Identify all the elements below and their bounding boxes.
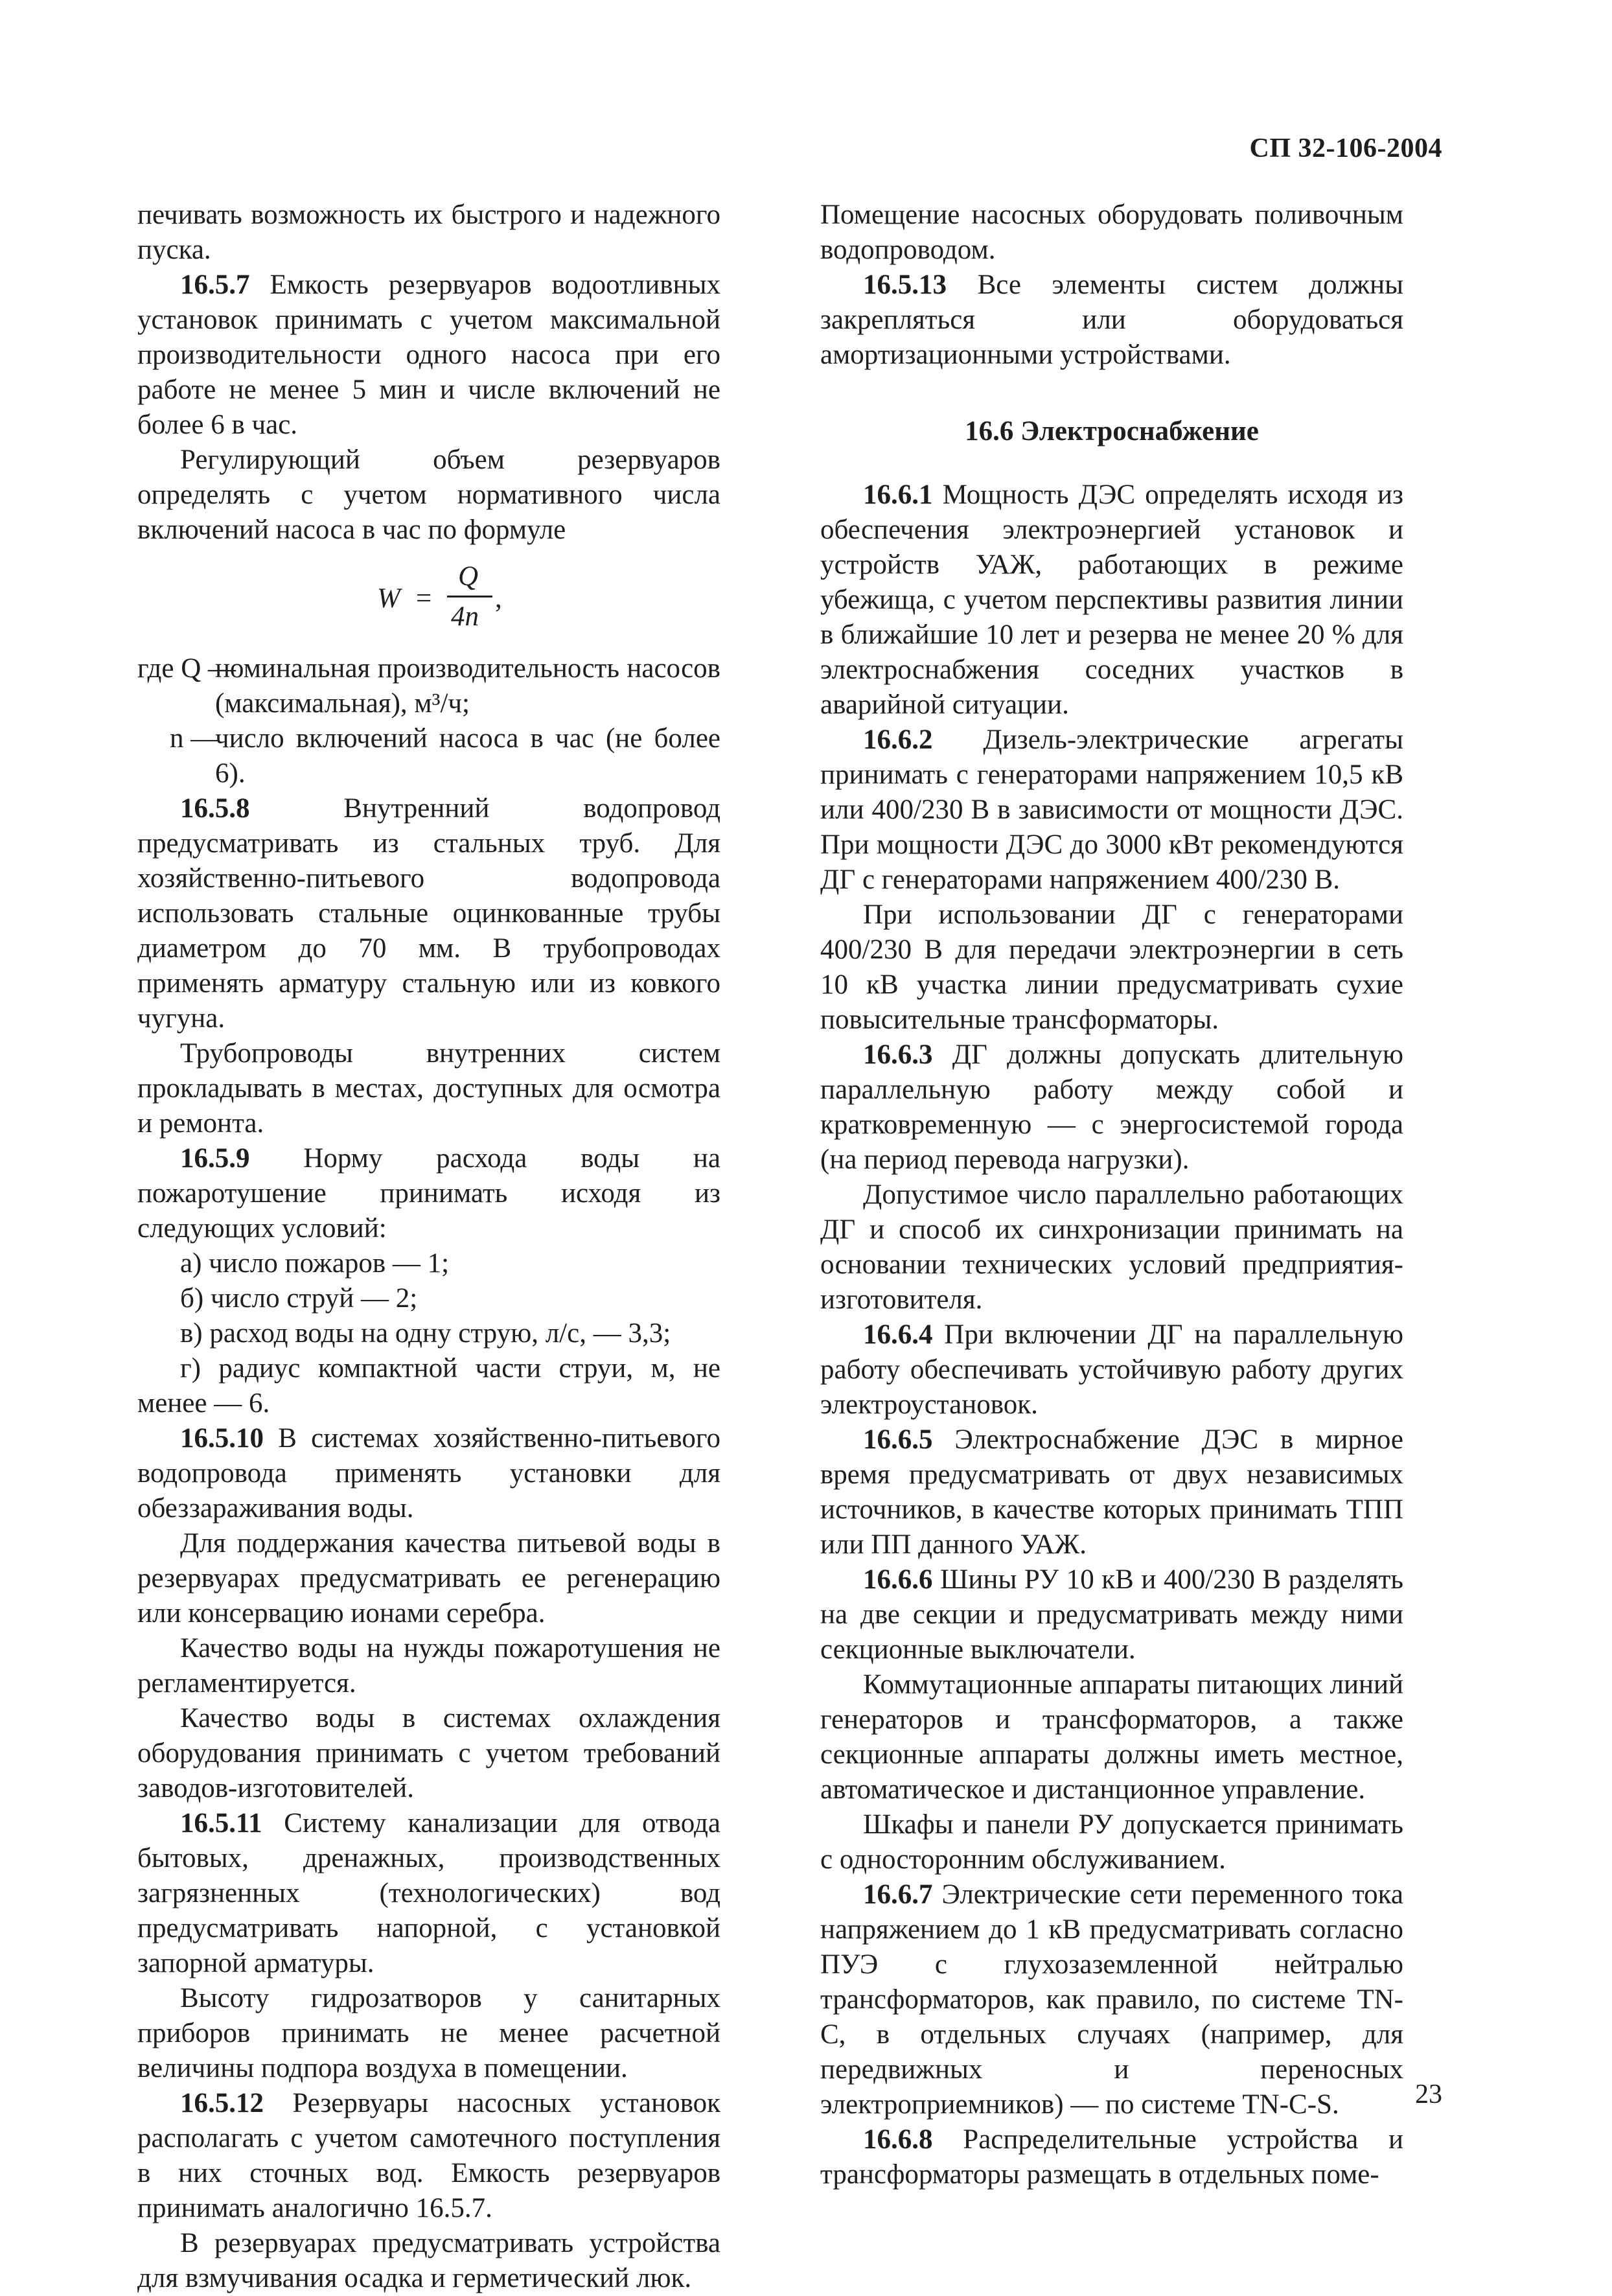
- clause-text: В системах хозяйственно-питьевого водопровода применять установки для обеззараживания воды.: [137, 1423, 720, 1524]
- clause-text: ДГ должны допускать длительную параллельную работу между собой и кратковременную — с энергосистемой города (на период перевода нагрузки).: [820, 1039, 1403, 1175]
- list-item: б) число струй — 2;: [180, 1283, 418, 1314]
- clause-text: Шины РУ 10 кВ и 400/230 В разделять на две секции и предусматривать между ними секционные выключатели.: [820, 1564, 1403, 1665]
- right-column: [820, 198, 1403, 2192]
- clause-text: При включении ДГ на параллельную работу обеспечивать устойчивую работу других электроустановок.: [820, 1319, 1403, 1420]
- formula-equals: =: [416, 583, 432, 614]
- paragraph: Качество воды в системах охлаждения оборудования принимать с учетом требований заводов-изготовителей.: [137, 1703, 720, 1803]
- where-description: число включений насоса в час (не более 6).: [215, 723, 720, 789]
- clause-number: 16.5.9: [180, 1143, 250, 1174]
- paragraph-16-5-8: [137, 791, 720, 1036]
- paragraph-16-6-7: [820, 1877, 1403, 2122]
- clause-text: Электрические сети переменного тока напряжением до 1 кВ предусматривать согласно ПУЭ с глухозаземленной нейтралью трансформаторов, как правило, по системе TN-C, в отдельных случаях (например, для передвижных и переносных электроприемников) — по системе TN-C-S.: [820, 1879, 1403, 2120]
- where-symbol: где Q —: [137, 653, 236, 684]
- paragraph-16-5-7: [137, 268, 720, 443]
- formula-comma: ,: [495, 583, 502, 614]
- paragraph: Допустимое число параллельно работающих ДГ и способ их синхронизации принимать на основании технических условий предприятия-изготовителя.: [820, 1179, 1403, 1315]
- clause-text: Систему канализации для отвода бытовых, дренажных, производственных загрязненных (технологических) вод предусматривать напорной, с установкой запорной арматуры.: [137, 1808, 720, 1978]
- clause-text: Емкость резервуаров водоотливных установок принимать с учетом максимальной производительности одного насоса при его работе не менее 5 мин и числе включений не более 6 в час.: [137, 270, 720, 440]
- paragraph-16-5-9: [137, 1141, 720, 1246]
- clause-number: 16.5.13: [863, 270, 947, 300]
- clause-number: 16.6.8: [863, 2124, 933, 2155]
- paragraph: Регулирующий объем резервуаров определять с учетом нормативного числа включений насоса в час по формуле: [137, 445, 720, 545]
- document-code-header: СП 32-106-2004: [1249, 133, 1442, 163]
- clause-number: 16.5.12: [180, 2088, 264, 2118]
- left-column: [137, 198, 720, 2296]
- clause-number: 16.5.10: [180, 1423, 264, 1454]
- clause-text: Электроснабжение ДЭС в мирное время предусматривать от двух независимых источников, в качестве которых принимать ТПП или ПП данного УАЖ.: [820, 1424, 1403, 1560]
- paragraph-16-6-8: [820, 2122, 1403, 2192]
- paragraph: В резервуарах предусматривать устройства для взмучивания осадка и герметический люк.: [137, 2228, 720, 2293]
- section-heading: 16.6 Электроснабжение: [965, 416, 1259, 446]
- paragraph-16-6-5: [820, 1422, 1403, 1562]
- paragraph: Шкафы и панели РУ допускается принимать с односторонним обслуживанием.: [820, 1809, 1403, 1875]
- paragraph: При использовании ДГ с генераторами 400/230 В для передачи электроэнергии в сеть 10 кВ участка линии предусматривать сухие повысительные трансформаторы.: [820, 899, 1403, 1035]
- clause-number: 16.6.5: [863, 1424, 933, 1455]
- formula-lhs: W: [377, 583, 400, 614]
- formula-denominator: 4n: [451, 601, 479, 632]
- paragraph: печивать возможность их быстрого и надежного пуска.: [137, 200, 720, 265]
- clause-text: Резервуары насосных установок располагать с учетом самотечного поступления в них сточных вод. Емкость резервуаров принимать аналогично 16.5.7.: [137, 2088, 720, 2223]
- formula-numerator: Q: [458, 561, 479, 592]
- paragraph-16-6-3: [820, 1038, 1403, 1177]
- paragraph: Для поддержания качества питьевой воды в резервуарах предусматривать ее регенерацию или консервацию ионами серебра.: [137, 1528, 720, 1629]
- fraction-bar: [447, 596, 492, 597]
- clause-number: 16.6.4: [863, 1319, 933, 1350]
- clause-text: Норму расхода воды на пожаротушение принимать исходя из следующих условий:: [137, 1143, 720, 1244]
- clause-number: 16.6.7: [863, 1879, 933, 1910]
- where-description: номинальная производительность насосов (максимальная), м³/ч;: [215, 653, 720, 719]
- list-item: а) число пожаров — 1;: [180, 1248, 450, 1279]
- paragraph-16-5-13: [820, 268, 1403, 373]
- paragraph: Трубопроводы внутренних систем прокладывать в местах, доступных для осмотра и ремонта.: [137, 1038, 720, 1139]
- paragraph-16-6-6: [820, 1562, 1403, 1667]
- clause-number: 16.6.6: [863, 1564, 933, 1595]
- clause-text: Внутренний водопровод предусматривать из стальных труб. Для хозяйственно-питьевого водопровода использовать стальные оцинкованные трубы диаметром до 70 мм. В трубопроводах применять арматуру стальную или из ковкого чугуна.: [137, 793, 720, 1034]
- list-item: г) радиус компактной части струи, м, не менее — 6.: [137, 1353, 720, 1419]
- clause-number: 16.5.7: [180, 270, 250, 300]
- clause-number: 16.5.11: [180, 1808, 262, 1838]
- clause-text: Дизель-электрические агрегаты принимать с генераторами напряжением 10,5 кВ или 400/230 В в зависимости от мощности ДЭС. При мощности ДЭС до 3000 кВт рекомендуются ДГ с генераторами напряжением 400/230 В.: [820, 725, 1403, 895]
- where-item-q: [137, 651, 720, 721]
- formula: [137, 559, 720, 638]
- paragraph-16-5-12: [137, 2086, 720, 2226]
- paragraph-16-5-10: [137, 1421, 720, 1526]
- paragraph: Высоту гидрозатворов у санитарных приборов принимать не менее расчетной величины подпора воздуха в помещении.: [137, 1983, 720, 2083]
- paragraph-16-5-11: [137, 1806, 720, 1981]
- paragraph: Коммутационные аппараты питающих линий генераторов и трансформаторов, а также секционные аппараты должны иметь местное, автоматическое и дистанционное управление.: [820, 1669, 1403, 1805]
- paragraph-16-6-1: [820, 478, 1403, 723]
- where-symbol: n —: [170, 723, 219, 754]
- paragraph-16-6-2: [820, 723, 1403, 898]
- conditions-list: [137, 1246, 720, 1421]
- where-item-n: [137, 721, 720, 791]
- clause-text: Все элементы систем должны закрепляться или оборудоваться амортизационными устройствами.: [820, 270, 1403, 370]
- list-item: в) расход воды на одну струю, л/с, — 3,3;: [180, 1318, 671, 1349]
- clause-number: 16.6.1: [863, 480, 933, 510]
- clause-text: Мощность ДЭС определять исходя из обеспечения электроэнергией установок и устройств УАЖ, работающих в режиме убежища, с учетом перспективы развития линии в ближайшие 10 лет и резерва не менее 20 % для электроснабжения соседних участков в аварийной ситуации.: [820, 480, 1403, 720]
- paragraph-16-6-4: [820, 1317, 1403, 1422]
- clause-number: 16.5.8: [180, 793, 250, 824]
- page-number: 23: [1415, 2080, 1442, 2109]
- clause-text: Распределительные устройства и трансформаторы размещать в отдельных поме-: [820, 2124, 1403, 2190]
- paragraph: Качество воды на нужды пожаротушения не регламентируется.: [137, 1633, 720, 1699]
- clause-number: 16.6.3: [863, 1039, 933, 1070]
- paragraph: Помещение насосных оборудовать поливочным водопроводом.: [820, 200, 1403, 265]
- clause-number: 16.6.2: [863, 725, 933, 755]
